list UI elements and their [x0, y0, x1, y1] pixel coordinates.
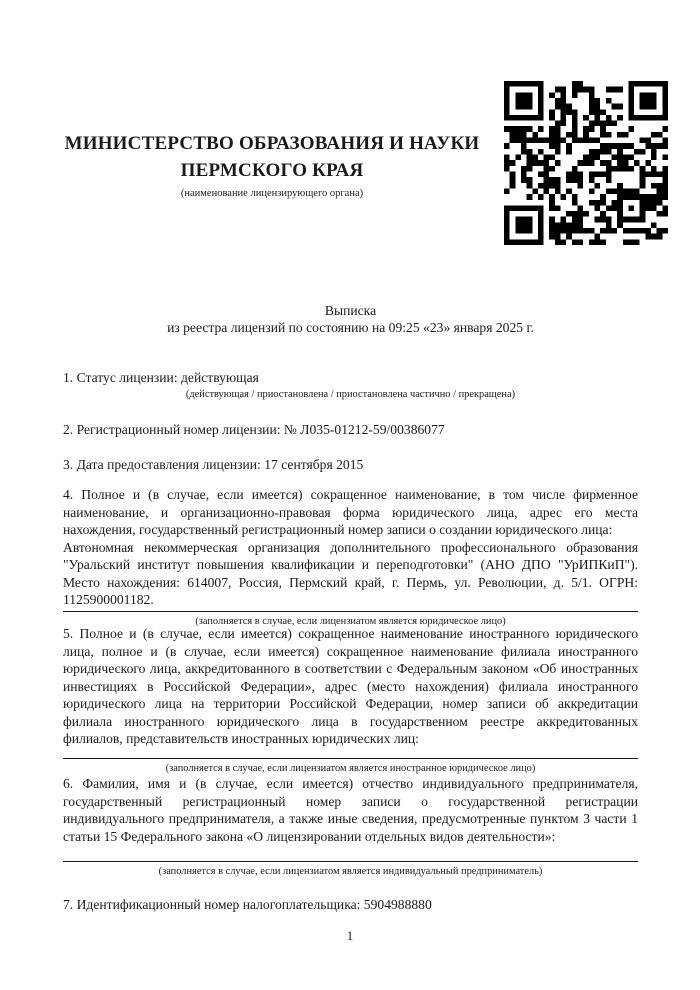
licensing-authority-header: [63, 130, 481, 200]
individual-entrepreneur-description: 6. Фамилия, имя и (в случае, если имеется) отчество индивидуального предпринимателя, государственный регистрационный номер записи о государственной регистрации индивидуального предпринимателя, а также иные сведения, предусмотренные пунктом 3 части 1 статьи 15 Федерального закона «О лицензировании отдельных видов деятельности»:: [63, 776, 638, 844]
individual-entrepreneur-caption: (заполняется в случае, если лицензиатом является индивидуальный предприниматель): [158, 866, 543, 877]
foreign-entity-description: 5. Полное и (в случае, если имеется) сокращенное наименование иностранного юридического лица, полное и (в случае, если имеется) сокращенное наименование филиала иностранного юридического лица, аккредитованного в соответствии с Федеральным законом «Об иностранных инвестициях в Российской Федерации», адрес (место нахождения) филиала иностранного юридического лица на территории Российской Федерации, номер записи об аккредитации филиала иностранного юридического лица в государственном реестре аккредитованных филиалов, представительств иностранных юридических лиц:: [63, 626, 638, 746]
legal-entity-caption: (заполняется в случае, если лицензиатом является юридическое лицо): [195, 615, 506, 627]
legal-entity-value: Автономная некоммерческая организация дополнительного профессионального образования "Уральский институт повышения квалификации и переподготовки" (АНО ДПО "УрИПКиП"). Место нахождения: 614007, Россия, Пермский край, г. Пермь, ул. Революции, д. 5/1. ОГРН: 1125900001182.: [63, 539, 638, 607]
field-legal-entity: [63, 486, 638, 628]
registration-number-value: 2. Регистрационный номер лицензии: № Л035-01212-59/00386077: [63, 422, 445, 437]
ministry-caption: (наименование лицензирующего органа): [180, 188, 364, 199]
field-license-status: [63, 369, 638, 401]
field-taxpayer-number: [63, 896, 638, 914]
document-title: [63, 303, 638, 336]
field-registration-number: [63, 421, 638, 439]
license-status-value: 1. Статус лицензии: действующая: [63, 370, 259, 385]
document-title-line2: из реестра лицензий по состоянию на 09:25 «23» января 2025 г.: [167, 319, 534, 335]
foreign-entity-caption: (заполняется в случае, если лицензиатом является иностранное юридическое лицо): [165, 762, 536, 774]
field-foreign-entity: [63, 625, 638, 775]
foreign-entity-underline: [63, 758, 638, 759]
field-individual-entrepreneur: [63, 775, 638, 878]
taxpayer-number-value: 7. Идентификационный номер налогоплательщика: 5904988880: [63, 897, 432, 912]
document-title-line1: Выписка: [324, 303, 377, 318]
ministry-name-line2: ПЕРМСКОГО КРАЯ: [180, 160, 364, 181]
license-status-caption: (действующая / приостановлена / приостановлена частично / прекращена): [185, 388, 516, 400]
individual-entrepreneur-underline: [63, 861, 638, 862]
field-grant-date: [63, 456, 638, 474]
legal-entity-description: 4. Полное и (в случае, если имеется) сокращенное наименование, в том числе фирменное наименование, и организационно-правовая форма юридического лица, адрес его места нахождения, государственный регистрационный номер записи о создании юридического лица:: [63, 487, 638, 537]
legal-entity-underline: [63, 611, 638, 612]
ministry-name-line1: МИНИСТЕРСТВО ОБРАЗОВАНИЯ И НАУКИ: [64, 133, 480, 154]
page-number: 1: [346, 928, 354, 943]
qr-code-icon: [504, 81, 668, 245]
grant-date-value: 3. Дата предоставления лицензии: 17 сентября 2015: [63, 457, 364, 472]
